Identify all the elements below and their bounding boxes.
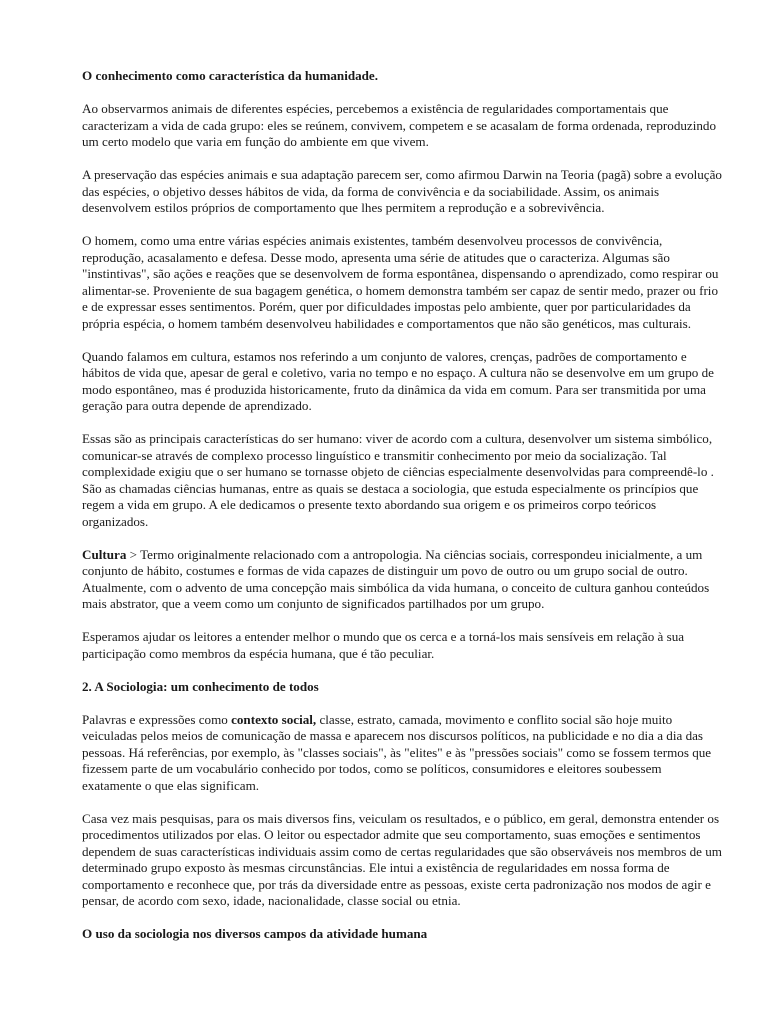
paragraph: Esperamos ajudar os leitores a entender melhor o mundo que os cerca e a torná-los mais sensíveis em relação à sua participação como membros da espécia humana, que é tão peculiar. xyxy=(82,629,685,661)
document-page xyxy=(82,68,722,943)
definition-paragraph xyxy=(82,547,722,613)
paragraph: Quando falamos em cultura, estamos nos referindo a um conjunto de valores, crenças, padrões de comportamento e hábitos de vida que, apesar de geral e coletivo, varia no tempo e no espaço. A cultura não se desenvolve em um grupo de modo espontâneo, mas é produzida historicamente, fruto da dinâmica da vida em comum. Para ser transmitida por uma geração para outra depende de aprendizado. xyxy=(82,348,714,413)
paragraph: Essas são as principais características do ser humano: viver de acordo com a cultura, desenvolver um sistema simbólico, comunicar-se através de complexo processo linguístico e transmitir conhecimento por meio da socialização. Tal complexidade exigiu que o ser humano se tornasse objeto de ciências especialmente desenvolvidas para compreendê-lo . São as chamadas ciências humanas, entre as quais se destaca a sociologia, que estuda especialmente os princípios que regem a vida em grupo. A ele dedicamos o presente texto abordando sua origem e os primeiros corpo teóricos organizados. xyxy=(82,431,714,529)
definition-text: > Termo originalmente relacionado com a antropologia. Na ciências sociais, correspondeu inicialmente, a um conjunto de hábito, costumes e formas de vida capazes de distinguir um povo de outro ou um grupo social de outro. Atualmente, com o advento de uma concepção mais simbólica da vida humana, o conceito de cultura ganhou conteúdos mais abstrator, que a veem como um conjunto de significados partilhados por um grupo. xyxy=(82,546,710,611)
paragraph: Ao observarmos animais de diferentes espécies, percebemos a existência de regularidades comportamentais que caracterizam a vida de cada grupo: eles se reúnem, convivem, competem e se acasalam de forma ordenada, reproduzindo um certo modelo que varia em função do ambiente em que vivem. xyxy=(82,101,717,149)
paragraph: O homem, como uma entre várias espécies animais existentes, também desenvolveu processos de convivência, reprodução, acasalamento e defesa. Desse modo, apresenta uma série de atitudes que o caracteriza. Algumas são "instintivas", são ações e reações que se desenvolvem de forma espontânea, dispensando o aprendizado, como respirar ou alimentar-se. Proveniente de sua bagagem genética, o homem demonstra também ser capaz de sentir medo, prazer ou frio e de expressar esses sentimentos. Porém, quer por dificuldades impostas pelo ambiente, quer por particularidades da própria espécia, o homem também desenvolveu habilidades e comportamentos que não são genéticos, mas culturais. xyxy=(82,233,719,331)
section-heading: 2. A Sociologia: um conhecimento de todos xyxy=(82,678,319,694)
section-heading: O conhecimento como característica da humanidade. xyxy=(82,68,379,83)
definition-term: Cultura xyxy=(82,546,127,562)
emphasis-term: contexto social, xyxy=(231,711,317,727)
paragraph-text: classe, estrato, camada, movimento e conflito social são hoje muito veiculadas pelos meios de comunicação de massa e aparecem nos discursos políticos, na publicidade e no dia a dia das pessoas. Há referências, por exemplo, às "classes sociais", às "elites" e às "pressões sociais" como se fossem termos que fizessem parte de um vocabulário conhecido por todos, como se políticos, consumidores e eleitores soubessem exatamente o que elas significam. xyxy=(82,711,712,793)
paragraph-text: Palavras e expressões como xyxy=(82,711,232,727)
paragraph: Casa vez mais pesquisas, para os mais diversos fins, veiculam os resultados, e o público, em geral, demonstra entender os procedimentos utilizados por elas. O leitor ou espectador admite que seu comportamento, suas emoções e sentimentos dependem de suas características individuais assim como de certas regularidades que são observáveis nos membros de um determinado grupo exposto às mesmas circunstâncias. Ele intui a existência de regularidades em nossa forma de comportamento e reconhece que, por trás da diversidade entre as pessoas, existe certa padronização nos modos de agir e pensar, de acordo com sexo, idade, nacionalidade, classe social ou etnia. xyxy=(82,810,722,908)
paragraph: A preservação das espécies animais e sua adaptação parecem ser, como afirmou Darwin na Teoria (pagã) sobre a evolução das espécies, o objetivo desses hábitos de vida, da forma de convivência e da sociabilidade. Assim, os animais desenvolvem estilos próprios de comportamento que lhes permitem a reprodução e a sobrevivência. xyxy=(82,167,722,215)
paragraph xyxy=(82,712,722,795)
section-heading: O uso da sociologia nos diversos campos da atividade humana xyxy=(82,926,428,941)
